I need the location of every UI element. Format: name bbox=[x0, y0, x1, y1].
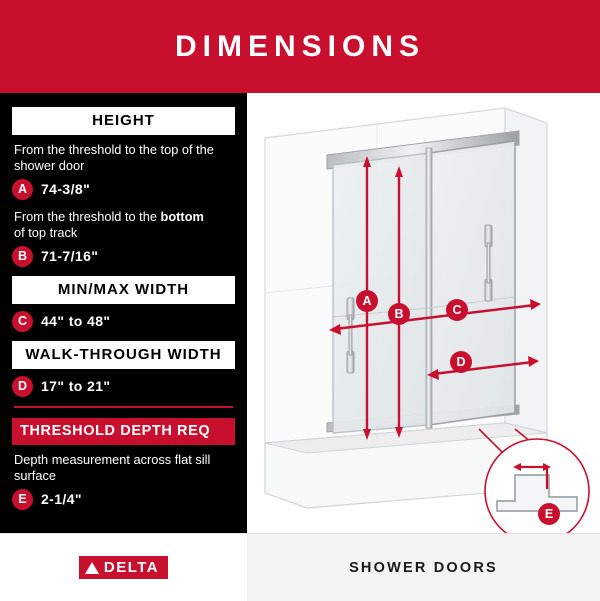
height-description-bottom bbox=[14, 209, 235, 241]
header-banner bbox=[0, 0, 600, 93]
shower-door-illustration bbox=[247, 93, 600, 533]
badge-a: A bbox=[12, 179, 33, 200]
section-heading-threshold-depth: THRESHOLD DEPTH REQ bbox=[12, 418, 235, 445]
measure-row-b bbox=[12, 246, 235, 267]
section-heading-height: HEIGHT bbox=[12, 107, 235, 135]
height-description-top: From the threshold to the top of the shower door bbox=[14, 142, 214, 173]
section-heading-walk-through-width: WALK-THROUGH WIDTH bbox=[12, 341, 235, 369]
measure-row-c bbox=[12, 311, 235, 332]
footer-brand-area bbox=[0, 534, 247, 601]
measure-value-b: 71-7/16" bbox=[41, 248, 99, 265]
badge-e: E bbox=[12, 489, 33, 510]
threshold-description: Depth measurement across flat sill surface bbox=[14, 451, 211, 483]
height-desc-bold: bottom bbox=[160, 208, 204, 224]
brand-name: DELTA bbox=[103, 559, 160, 576]
badge-c: C bbox=[12, 311, 33, 332]
triangle-icon bbox=[85, 562, 99, 574]
measure-row-d bbox=[12, 376, 235, 397]
section-heading-minmax-width: MIN/MAX WIDTH bbox=[12, 276, 235, 304]
measure-value-c: 44" to 48" bbox=[41, 313, 111, 330]
page-title: DIMENSIONS bbox=[174, 29, 426, 63]
delta-logo bbox=[79, 556, 168, 579]
measure-value-d: 17" to 21" bbox=[41, 378, 111, 395]
product-category-label: SHOWER DOORS bbox=[349, 559, 498, 576]
measure-row-a bbox=[12, 179, 235, 200]
measure-row-e bbox=[12, 489, 235, 510]
measure-value-e: 2-1/4" bbox=[41, 491, 82, 508]
height-desc-pre: From the threshold to the bbox=[14, 208, 161, 224]
callout-c: C bbox=[446, 299, 468, 321]
footer-caption-area bbox=[247, 534, 600, 601]
callout-b: B bbox=[388, 303, 410, 325]
measure-value-a: 74-3/8" bbox=[41, 181, 91, 198]
badge-b: B bbox=[12, 246, 33, 267]
callout-d: D bbox=[450, 351, 472, 373]
badge-d: D bbox=[12, 376, 33, 397]
shower-door-drawing bbox=[247, 93, 600, 533]
height-desc-post: of top track bbox=[14, 224, 78, 240]
spec-panel bbox=[0, 93, 247, 533]
callout-a: A bbox=[356, 290, 378, 312]
divider bbox=[14, 406, 233, 408]
callout-e: E bbox=[538, 503, 560, 525]
footer-bar bbox=[0, 533, 600, 601]
